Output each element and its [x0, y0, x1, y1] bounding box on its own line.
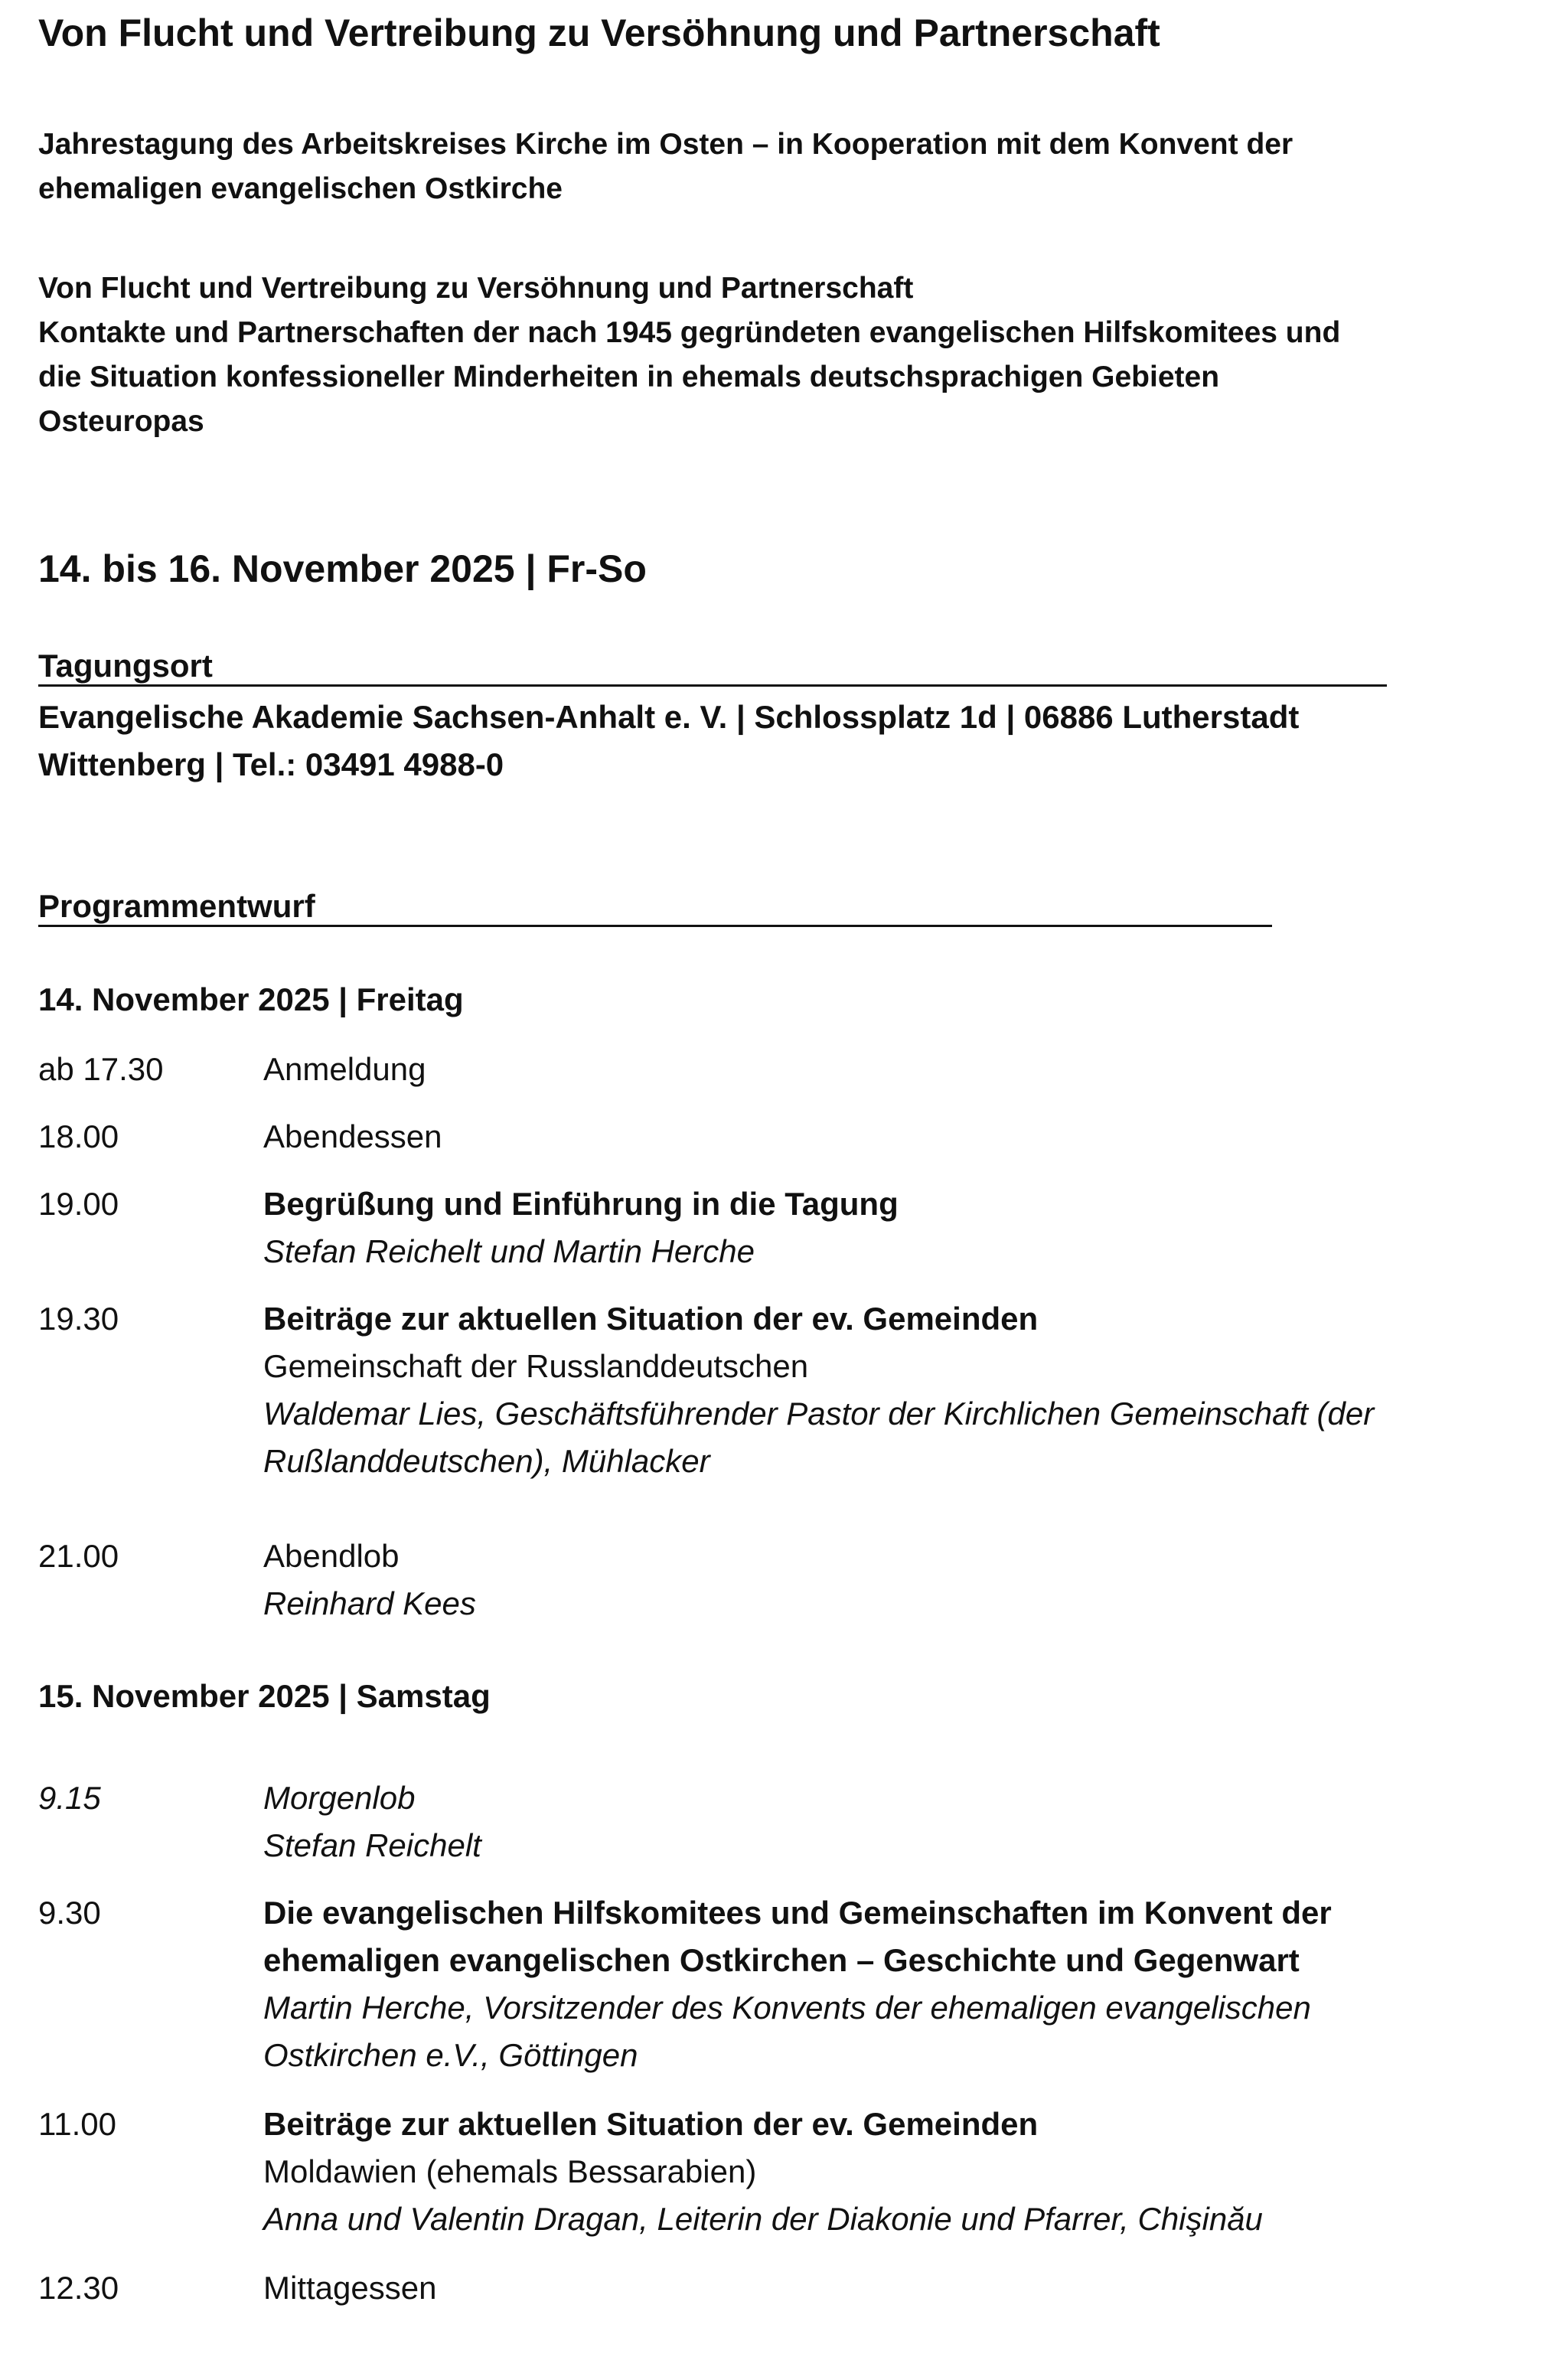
item-topic: Moldawien (ehemals Bessarabien)	[263, 2153, 757, 2189]
document-title: Von Flucht und Vertreibung zu Versöhnung und Partnerschaft	[38, 11, 1160, 54]
conference-dates: 14. bis 16. November 2025 | Fr-So	[38, 547, 647, 590]
item-time: 9.30	[38, 1895, 101, 1931]
conference-theme: Von Flucht und Vertreibung zu Versöhnung und Partnerschaft Kontakte und Partnerschaften der nach 1945 gegründeten evangelischen Hilfskomitees und die Situation konfessioneller Minderheiten in ehemals deutschsprachigen Gebieten Osteuropas	[38, 272, 1341, 438]
item-time: 21.00	[38, 1538, 119, 1574]
item-speaker: Waldemar Lies, Geschäftsführender Pastor der Kirchlichen Gemeinschaft (der	[263, 1396, 1375, 1432]
item-time: 11.00	[38, 2106, 116, 2142]
item-time: 19.30	[38, 1301, 119, 1337]
day-heading: 14. November 2025 | Freitag	[38, 981, 464, 1017]
item-speaker: Stefan Reichelt	[263, 1827, 481, 1863]
conference-subtitle: Jahrestagung des Arbeitskreises Kirche im Osten – in Kooperation mit dem Konvent der ehemaligen evangelischen Ostkirche	[38, 128, 1293, 205]
item-title: Mittagessen	[263, 2270, 437, 2306]
item-time: ab 17.30	[38, 1051, 164, 1087]
item-speaker: Reinhard Kees	[263, 1585, 476, 1621]
program-heading: Programmentwurf	[38, 888, 1272, 927]
item-time: 9.15	[38, 1780, 101, 1816]
item-speaker: Rußlanddeutschen), Mühlacker	[263, 1443, 710, 1479]
item-title: Beiträge zur aktuellen Situation der ev. Gemeinden	[263, 1301, 1039, 1337]
item-speaker: Martin Herche, Vorsitzender des Konvents der ehemaligen evangelischen	[263, 1990, 1311, 2026]
item-title: Morgenlob	[263, 1780, 416, 1816]
venue-address: Evangelische Akademie Sachsen-Anhalt e. V. | Schlossplatz 1d | 06886 Lutherstadt Wittenberg | Tel.: 03491 4988-0	[38, 699, 1300, 782]
item-title: Abendlob	[263, 1538, 400, 1574]
day-heading: 15. November 2025 | Samstag	[38, 1678, 491, 1714]
item-time: 18.00	[38, 1118, 119, 1154]
item-title: Abendessen	[263, 1118, 442, 1154]
item-speaker: Stefan Reichelt und Martin Herche	[263, 1233, 755, 1269]
item-title: Beiträge zur aktuellen Situation der ev. Gemeinden	[263, 2106, 1039, 2142]
item-time: 12.30	[38, 2270, 119, 2306]
item-title: ehemaligen evangelischen Ostkirchen – Geschichte und Gegenwart	[263, 1942, 1300, 1978]
item-speaker: Anna und Valentin Dragan, Leiterin der Diakonie und Pfarrer, Chişinău	[263, 2201, 1263, 2237]
item-title: Anmeldung	[263, 1051, 426, 1087]
venue-heading: Tagungsort	[38, 648, 1387, 687]
item-topic: Gemeinschaft der Russlanddeutschen	[263, 1348, 809, 1384]
item-time: 19.00	[38, 1186, 119, 1222]
item-title: Die evangelischen Hilfskomitees und Gemeinschaften im Konvent der	[263, 1895, 1332, 1931]
item-title: Begrüßung und Einführung in die Tagung	[263, 1186, 899, 1222]
item-speaker: Ostkirchen e.V., Göttingen	[263, 2037, 638, 2073]
